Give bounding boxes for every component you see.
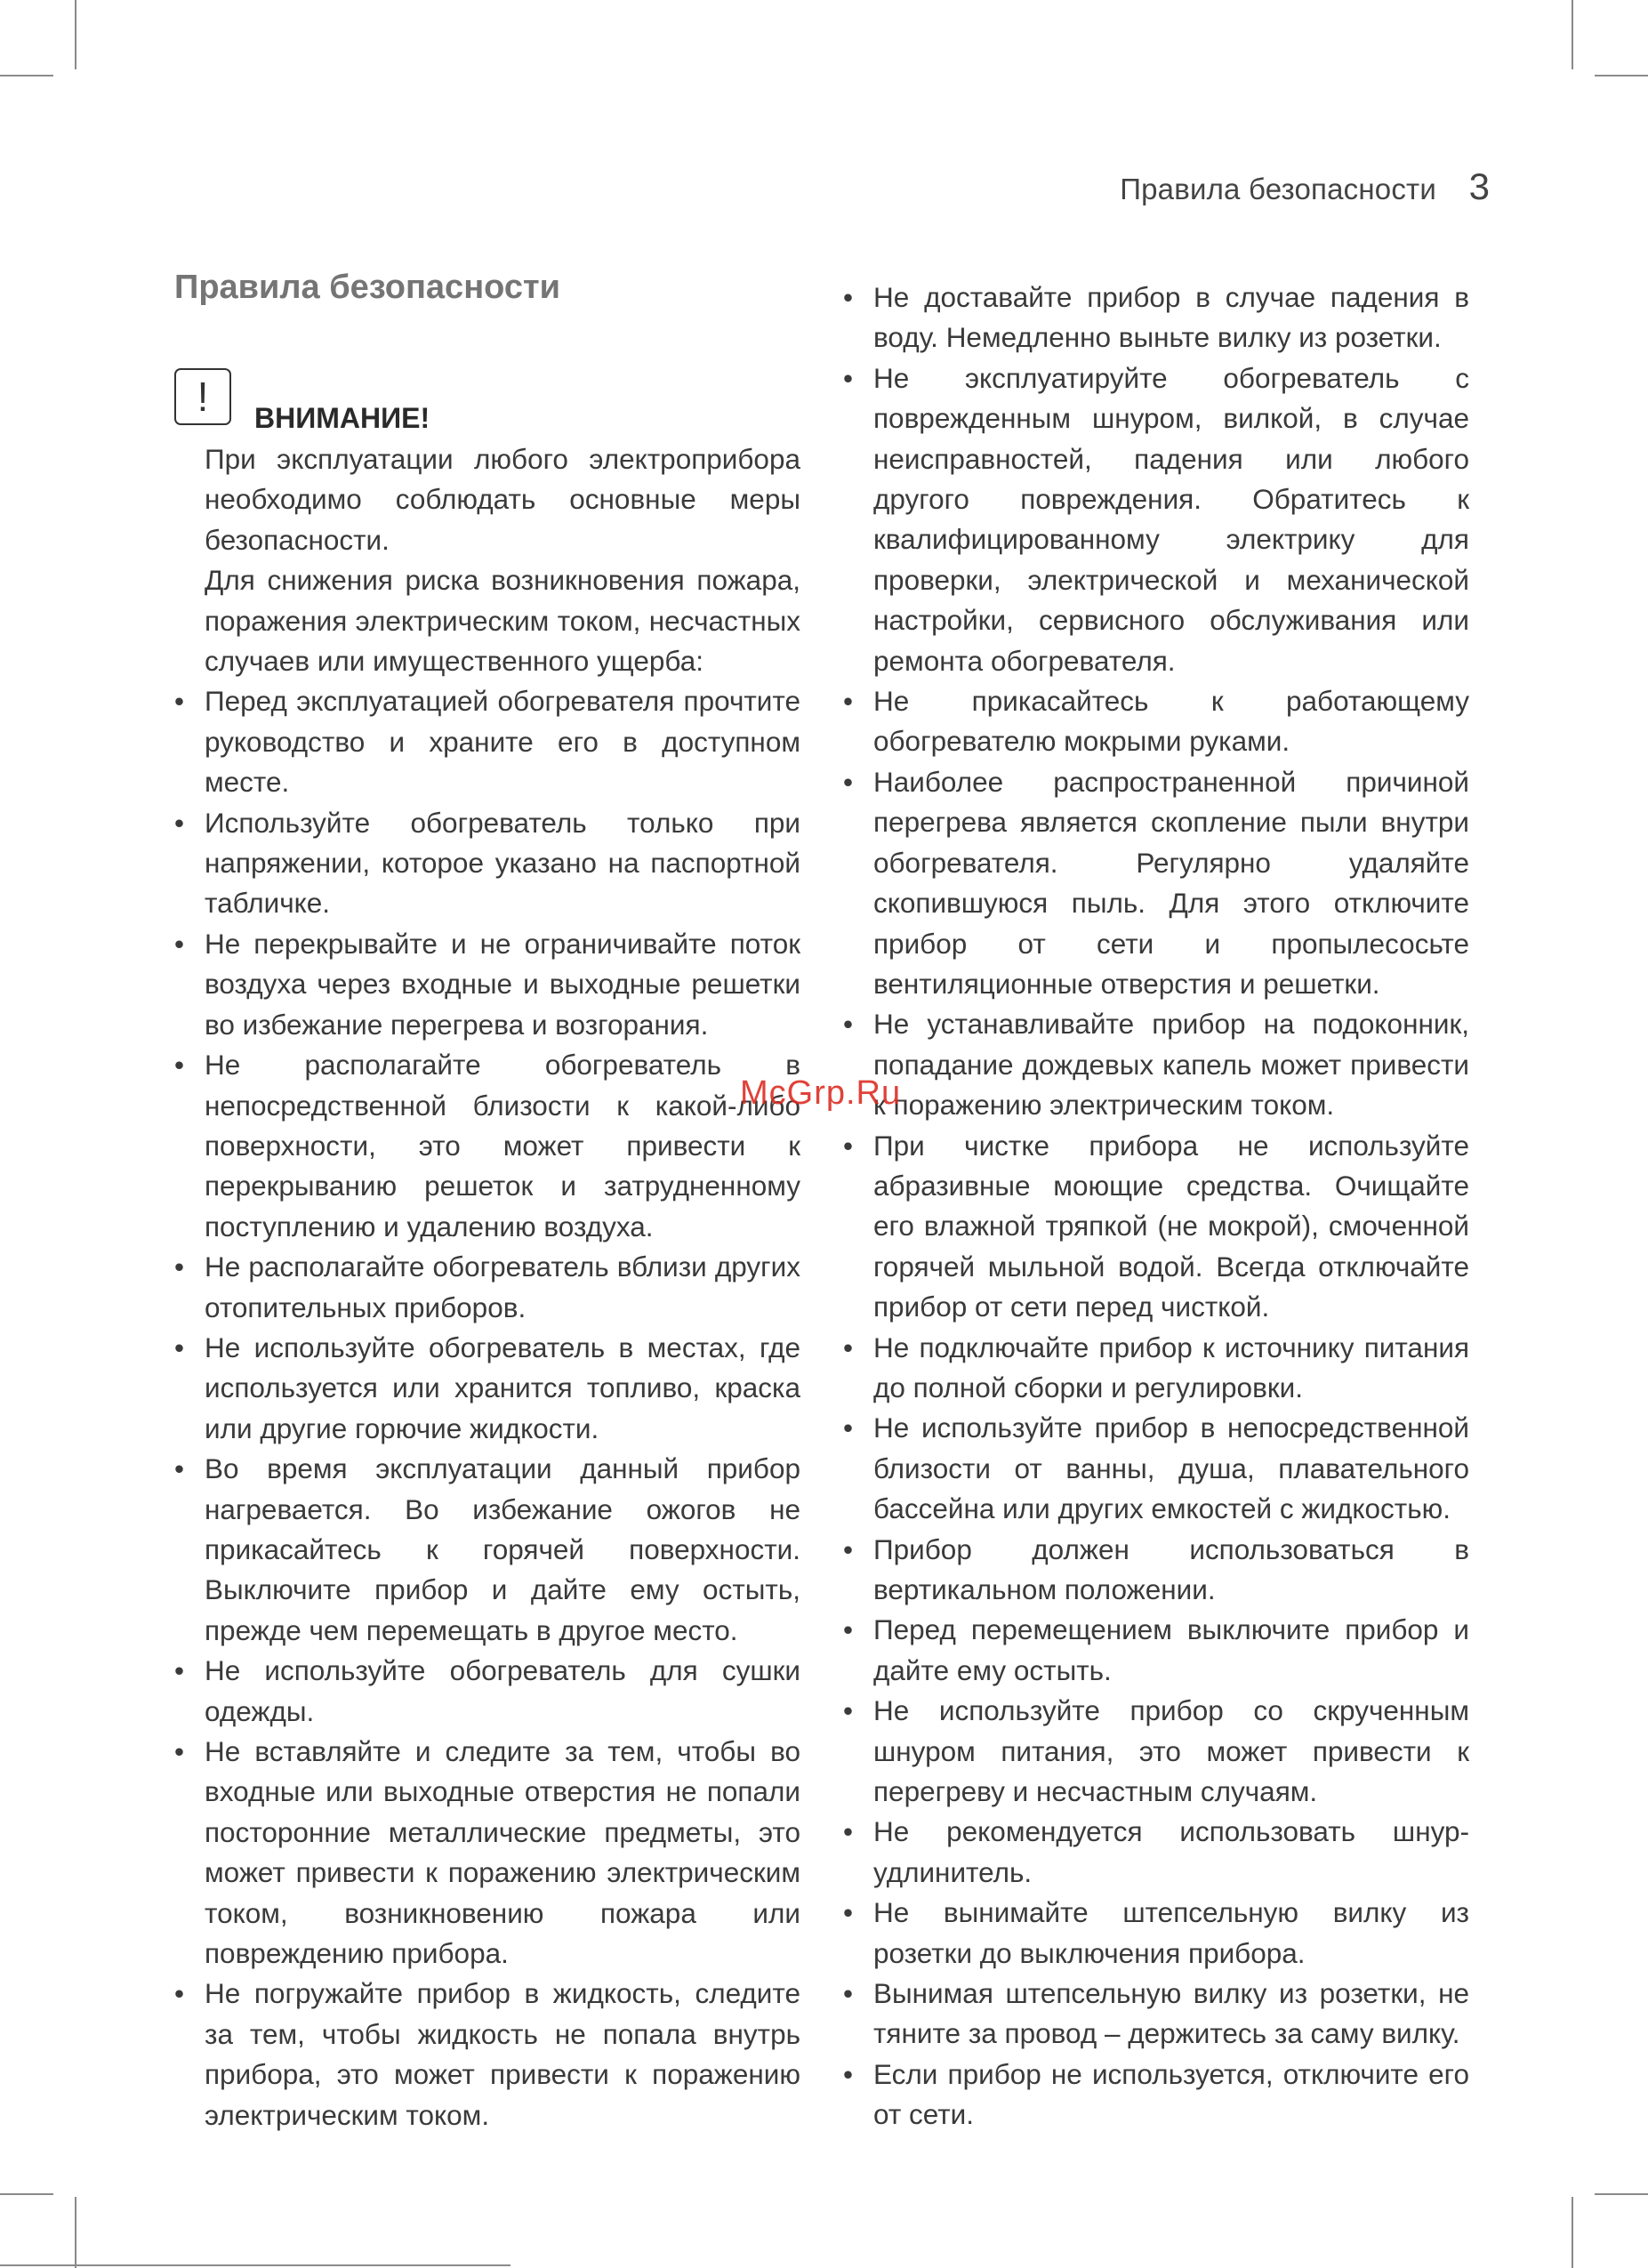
safety-item [174, 1974, 800, 2135]
safety-item [843, 1004, 1469, 1125]
safety-item-text: Перед эксплуатацией обогревателя прочтите руководство и храните его в доступном месте. [205, 685, 800, 799]
safety-item [174, 1651, 800, 1732]
safety-item [174, 803, 800, 924]
watermark: McGrp.Ru [740, 1074, 902, 1112]
right-safety-list [843, 277, 1469, 2135]
safety-item [843, 1974, 1469, 2055]
exclamation-glyph: ! [197, 374, 209, 420]
safety-item-text: Во время эксплуатации данный прибор нагревается. Во избежание ожогов не прикасайтесь к горячей поверхности. Выключите прибор и дайте ему остыть, прежде чем перемещать в другое место. [205, 1452, 800, 1646]
safety-item [843, 762, 1469, 1004]
bullet-icon: • [174, 1654, 185, 1687]
safety-item-text: Не доставайте прибор в случае падения в воду. Немедленно выньте вилку из розетки. [873, 281, 1469, 354]
bullet-icon: • [843, 765, 854, 798]
safety-item-text: Не располагайте обогреватель вблизи других отопительных приборов. [205, 1251, 800, 1323]
safety-item-text: Не используйте обогреватель в местах, где используется или хранится топливо, краска или другие горючие жидкости. [205, 1331, 800, 1444]
safety-item [843, 1328, 1469, 1409]
bullet-icon: • [174, 1977, 185, 2010]
safety-item-text: Не погружайте прибор в жидкость, следите за тем, чтобы жидкость не попала внутрь прибора, это может привести к поражению электрическим током. [205, 1977, 800, 2131]
section-title: Правила безопасности [174, 269, 560, 306]
crop-mark-bottom-right [1572, 2197, 1573, 2268]
safety-item [843, 358, 1469, 681]
safety-item [843, 1893, 1469, 1974]
safety-item [843, 1408, 1469, 1529]
safety-item [174, 1449, 800, 1651]
safety-item-text: Не используйте обогреватель для сушки одежды. [205, 1654, 800, 1727]
safety-item-text: Если прибор не используется, отключите его от сети. [873, 2057, 1469, 2131]
running-header-title: Правила безопасности [1120, 173, 1436, 205]
bullet-icon: • [843, 1694, 854, 1727]
safety-item-text: Не устанавливайте прибор на подоконник, попадание дождевых капель может привести к поражению электрическим током. [873, 1008, 1469, 1122]
safety-item-text: Не эксплуатируйте обогреватель с поврежденным шнуром, вилкой, в случае неисправностей, падения или любого другого повреждения. Обратитесь к квалифицированному электрику для проверки, электрической и механической настройки, сервисного обслуживания или ремонта обогревателя. [873, 361, 1469, 677]
bullet-icon: • [174, 1049, 185, 1082]
page-number: 3 [1468, 165, 1490, 207]
bullet-icon: • [174, 1251, 185, 1283]
safety-item-text: Не используйте прибор со скрученным шнуром питания, это может привести к перегреву и несчастным случаям. [873, 1694, 1469, 1808]
safety-item-text: Не рекомендуется использовать шнур-удлинитель. [873, 1815, 1469, 1888]
safety-item [174, 681, 800, 802]
safety-item-text: Не используйте прибор в непосредственной близости от ванны, душа, плавательного бассейна или других емкостей с жидкостью. [873, 1411, 1469, 1525]
bullet-icon: • [843, 1411, 854, 1444]
bullet-icon: • [174, 927, 185, 960]
safety-item-text: Используйте обогреватель только при напряжении, которое указано на паспортной табличке. [205, 806, 800, 920]
crop-mark-top-right [1572, 0, 1573, 69]
safety-item [843, 1812, 1469, 1893]
bullet-icon: • [843, 2057, 854, 2090]
bullet-icon: • [843, 685, 854, 718]
bullet-icon: • [843, 1613, 854, 1646]
left-column [174, 439, 800, 2135]
safety-item [174, 1732, 800, 1974]
bullet-icon: • [843, 361, 854, 394]
safety-item [843, 2055, 1469, 2135]
warning-paragraph: При эксплуатации любого электроприбора необходимо соблюдать основные меры безопасности. [205, 443, 800, 556]
bullet-icon: • [843, 1331, 854, 1363]
bullet-icon: • [174, 1735, 185, 1767]
safety-item [174, 1328, 800, 1449]
crop-mark-left-bottom [0, 2193, 53, 2195]
safety-item-text: Не располагайте обогреватель в непосредственной близости к какой-либо поверхности, это может привести к перекрыванию решеток и затрудненному поступлению и удалению воздуха. [205, 1049, 800, 1243]
bullet-icon: • [843, 281, 854, 313]
bullet-icon: • [843, 1977, 854, 2010]
safety-item-text: Перед перемещением выключите прибор и дайте ему остыть. [873, 1613, 1469, 1686]
crop-mark-bottom-left [75, 2197, 76, 2268]
crop-mark-right-top [1595, 75, 1648, 76]
safety-item [843, 277, 1469, 358]
safety-item [174, 924, 800, 1045]
bullet-icon: • [843, 1129, 854, 1162]
bottom-rule [0, 2264, 510, 2266]
safety-item [174, 1045, 800, 1247]
warning-heading: ВНИМАНИЕ! [254, 402, 430, 434]
safety-item-text: Не вставляйте и следите за тем, чтобы во входные или выходные отверстия не попали посторонние металлические предметы, это может привести к поражению электрическим током, возникновению пожара или повреждению прибора. [205, 1735, 800, 1970]
safety-item-text: Не подключайте прибор к источнику питания до полной сборки и регулировки. [873, 1331, 1469, 1403]
safety-item-text: Не перекрывайте и не ограничивайте поток воздуха через входные и выходные решетки во избежание перегрева и возгорания. [205, 927, 800, 1041]
crop-mark-left-top [0, 75, 53, 76]
bullet-icon: • [174, 1452, 185, 1485]
safety-item [174, 1247, 800, 1328]
safety-item-text: Наиболее распространенной причиной перегрева является скопление пыли внутри обогревателя. Регулярно удаляйте скопившуюся пыль. Для этого отключите прибор от сети и пропылесосьте вентиляционные отверстия и решетки. [873, 765, 1469, 1000]
bullet-icon: • [843, 1532, 854, 1565]
crop-mark-top-left [75, 0, 76, 69]
safety-item-text: Не вынимайте штепсельную вилку из розетки до выключения прибора. [873, 1896, 1469, 1969]
safety-item [843, 681, 1469, 762]
right-column [843, 277, 1469, 2135]
safety-item-text: При чистке прибора не используйте абразивные моющие средства. Очищайте его влажной тряпкой (не мокрой), смоченной горячей мыльной водой. Всегда отключайте прибор от сети перед чисткой. [873, 1129, 1469, 1323]
safety-item-text: Не прикасайтесь к работающему обогревателю мокрыми руками. [873, 685, 1469, 758]
safety-item [843, 1610, 1469, 1691]
safety-item [843, 1530, 1469, 1611]
bullet-icon: • [174, 1331, 185, 1363]
exclamation-box-icon [174, 368, 231, 425]
warning-paragraph: Для снижения риска возникновения пожара, поражения электрическим током, несчастных случаев или имущественного ущерба: [205, 564, 800, 678]
safety-item [843, 1126, 1469, 1328]
safety-item-text: Прибор должен использоваться в вертикальном положении. [873, 1532, 1469, 1605]
crop-mark-right-bottom [1595, 2193, 1648, 2195]
bullet-icon: • [174, 806, 185, 839]
left-safety-list [174, 681, 800, 2135]
bullet-icon: • [843, 1896, 854, 1929]
safety-item [843, 1691, 1469, 1812]
bullet-icon: • [174, 685, 185, 718]
bullet-icon: • [843, 1815, 854, 1848]
safety-item-text: Вынимая штепсельную вилку из розетки, не тяните за провод – держитесь за саму вилку. [873, 1977, 1469, 2050]
bullet-icon: • [843, 1008, 854, 1041]
